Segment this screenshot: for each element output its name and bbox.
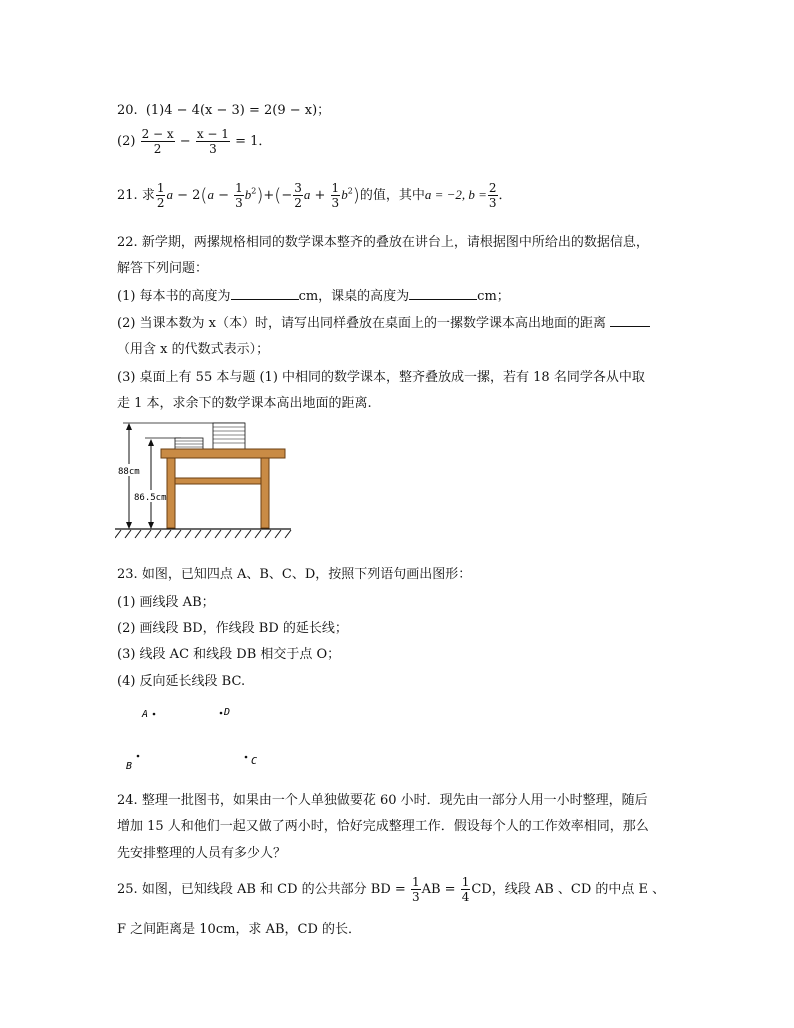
question-number: 20. (117, 103, 138, 118)
q23-sub4: (4) 反向延长线段 BC. (117, 674, 246, 689)
q22-sub2: (2) 当课本数为 x（本）时，请写出同样叠放在桌面上的一摞数学课本高出地面的距离 (117, 312, 650, 331)
q22-sub3-cont: 走 1 本，求余下的数学课本高出地面的距离. (117, 396, 372, 411)
book-stack-small (175, 438, 203, 449)
fraction: $\frac{2 - x}{2}$ (141, 127, 174, 156)
point-a-label: A (142, 709, 149, 720)
answer-blank[interactable] (610, 314, 650, 327)
q23-stem: 23. 如图，已知四点 A、B、C、D，按照下列语句画出图形： (117, 567, 472, 582)
q20-part2: (2) $\frac{2 - x}{2}$ − $\frac{x - 1}{3}$ = 1． (117, 127, 272, 156)
q22-stem-cont: 解答下列问题： (117, 261, 209, 276)
question-number: 21. (117, 188, 138, 203)
q22-stem: 22. 新学期，两摞规格相同的数学课本整齐的叠放在讲台上，请根据图中所给出的数据信息， (117, 235, 649, 250)
fraction: $\frac{x - 1}{3}$ (196, 127, 229, 156)
q25-line2: F 之间距离是 10cm，求 AB，CD 的长． (117, 922, 362, 937)
question-number: 24. (117, 793, 138, 808)
height-label-88: 88cm (118, 467, 140, 477)
point-b-label: B (126, 761, 133, 772)
q24-line1: 24. 整理一批图书，如果由一个人单独做要花 60 小时．现先由一部分人用一小时整理，随后 (117, 793, 648, 808)
point-a (153, 713, 156, 716)
point-d-label: D (224, 707, 231, 718)
q25-line1: 25. 如图，已知线段 AB 和 CD 的公共部分 BD = $\frac{1}{3}$ AB = $\frac{1}{4}$ CD，线段 AB 、CD 的中点 E 、 (117, 875, 666, 904)
q20-part1 (117, 99, 330, 118)
desk-figure (115, 418, 295, 540)
q23-sub1: (1) 画线段 AB； (117, 595, 215, 610)
part-label: (2) (117, 134, 136, 149)
q22-sub2-cont: （用含 x 的代数式表示）； (117, 342, 270, 357)
point-c-label: C (251, 756, 258, 767)
q23-sub2: (2) 画线段 BD，作线段 BD 的延长线； (117, 621, 348, 636)
q24-line2: 增加 15 人和他们一起又做了两小时，恰好完成整理工作．假设每个人的工作效率相同，那么 (117, 819, 649, 834)
question-number: 25. (117, 882, 138, 897)
height-label-865: 86.5cm (134, 493, 167, 503)
q23-sub3: (3) 线段 AC 和线段 DB 相交于点 O； (117, 647, 341, 662)
answer-blank[interactable] (409, 287, 477, 300)
equation-text: (1)4 − 4(x − 3) = 2(9 − x)； (145, 103, 331, 118)
point-c (245, 756, 248, 759)
q24-line3: 先安排整理的人员有多少人？ (117, 846, 287, 861)
answer-blank[interactable] (231, 287, 299, 300)
q22-sub3: (3) 桌面上有 55 本与题 (1) 中相同的数学课本，整齐叠放成一摞，若有 18 名同学各从中取 (117, 370, 645, 385)
q21-line: 21. 求 $\frac{1}{2}$ a − 2(a − $\frac{1}{3}$ $b^2)+(-$ $\frac{3}{2}$ a + $\frac{1}{3}$ $b^2$)的值，其中a = −2, b = $\frac{2}{3}$ ． (117, 181, 512, 210)
q22-sub1: (1) 每本书的高度为 cm，课桌的高度为 cm； (117, 289, 510, 304)
desk (161, 449, 285, 528)
book-stack-tall (213, 423, 245, 449)
points-figure (120, 700, 280, 775)
point-d (220, 712, 223, 715)
point-b (137, 755, 140, 758)
question-number: 23. (117, 567, 138, 582)
question-number: 22. (117, 235, 138, 250)
